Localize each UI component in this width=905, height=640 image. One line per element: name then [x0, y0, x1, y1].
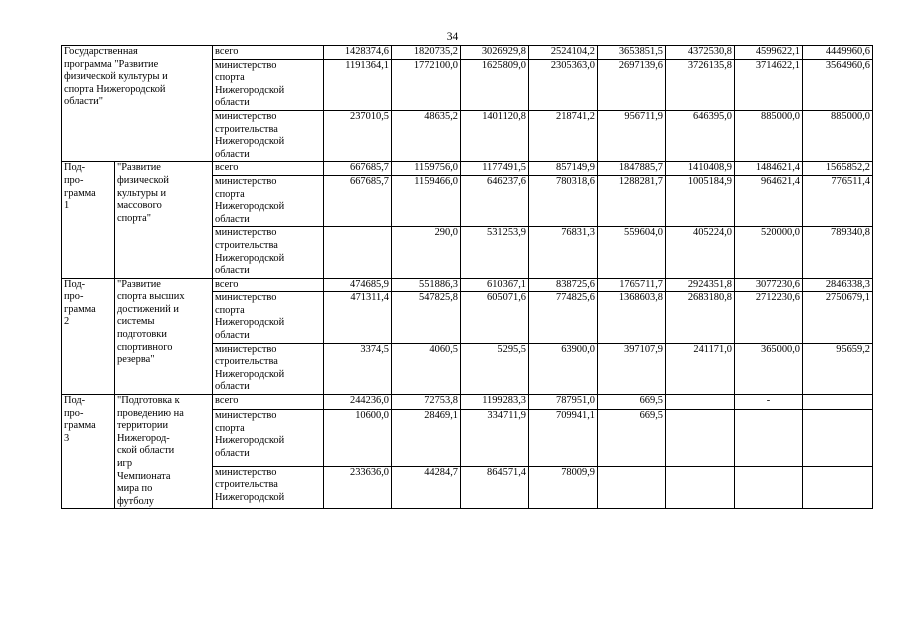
name-line: игр	[117, 458, 133, 469]
value-cell: 1772100,0	[392, 59, 461, 110]
value-cell: 1005184,9	[666, 175, 735, 226]
name-line: Чемпионата	[117, 470, 171, 482]
value-cell: 780318,6	[529, 175, 598, 226]
value-cell: 2305363,0	[529, 59, 598, 110]
value-cell: 885000,0	[803, 110, 873, 161]
value-cell: 2924351,8	[666, 278, 735, 292]
value-cell: 2683180,8	[666, 292, 735, 343]
value-cell: 44284,7	[392, 466, 461, 509]
value-cell: 709941,1	[529, 410, 598, 467]
executor-cell: всего	[213, 278, 324, 292]
subprogram-name-cell	[115, 278, 213, 394]
value-cell: 774825,6	[529, 292, 598, 343]
name-line: 2	[64, 316, 70, 328]
value-cell: 1428374,6	[324, 46, 392, 60]
executor-cell: всего	[213, 162, 324, 176]
value-cell: 474685,9	[324, 278, 392, 292]
name-line: ской области	[117, 445, 175, 457]
value-cell: 787951,0	[529, 395, 598, 410]
value-cell	[735, 410, 803, 467]
value-cell: 1565852,2	[803, 162, 873, 176]
subprogram-name-cell	[115, 162, 213, 278]
value-cell: 237010,5	[324, 110, 392, 161]
value-cell: 964621,4	[735, 175, 803, 226]
table-row	[62, 162, 873, 176]
value-cell: 789340,8	[803, 227, 873, 278]
name-line: Под-	[64, 395, 86, 407]
value-cell: 78009,9	[529, 466, 598, 509]
value-cell: 3374,5	[324, 343, 392, 394]
executor-cell: министерство строительства Нижегородской области	[213, 227, 324, 278]
name-line: физической культуры и	[64, 71, 168, 83]
name-line: программа "Развитие	[64, 58, 159, 70]
value-cell: 885000,0	[735, 110, 803, 161]
executor-cell: всего	[213, 395, 324, 410]
name-line: про-	[64, 407, 84, 419]
value-cell	[803, 395, 873, 410]
value-cell: 1368603,8	[598, 292, 666, 343]
value-cell: 667685,7	[324, 162, 392, 176]
subprogram-label-cell	[62, 278, 115, 394]
value-cell: 4449960,6	[803, 46, 873, 60]
executor-cell: министерство спорта Нижегородской области	[213, 59, 324, 110]
value-cell: 1401120,8	[461, 110, 529, 161]
name-line: про-	[64, 291, 84, 303]
value-cell: 1484621,4	[735, 162, 803, 176]
name-line: "Развитие	[117, 162, 161, 174]
value-cell: 646395,0	[666, 110, 735, 161]
value-cell	[598, 466, 666, 509]
subprogram-name-cell	[115, 395, 213, 509]
value-cell: 2712230,6	[735, 292, 803, 343]
name-line: резерва"	[117, 354, 155, 366]
value-cell: 397107,9	[598, 343, 666, 394]
value-cell: 1410408,9	[666, 162, 735, 176]
name-line: "Подготовка к	[117, 395, 180, 407]
name-line: грамма	[64, 187, 96, 199]
value-cell: 1191364,1	[324, 59, 392, 110]
value-cell: 956711,9	[598, 110, 666, 161]
value-cell	[324, 227, 392, 278]
name-line: массового	[117, 200, 162, 212]
page-number: 34	[446, 31, 459, 43]
value-cell: 3026929,8	[461, 46, 529, 60]
executor-cell: министерство строительства Нижегородской области	[213, 343, 324, 394]
value-cell: 3077230,6	[735, 278, 803, 292]
name-line: системы	[117, 316, 155, 328]
value-cell: 1625809,0	[461, 59, 529, 110]
table-row	[62, 395, 873, 410]
value-cell: 365000,0	[735, 343, 803, 394]
name-line: футболу	[117, 495, 154, 507]
value-cell: 4599622,1	[735, 46, 803, 60]
value-cell	[666, 395, 735, 410]
value-cell: 3653851,5	[598, 46, 666, 60]
value-cell: 95659,2	[803, 343, 873, 394]
value-cell: 531253,9	[461, 227, 529, 278]
value-cell: 559604,0	[598, 227, 666, 278]
executor-cell: министерство спорта Нижегородской области	[213, 410, 324, 467]
value-cell: 1288281,7	[598, 175, 666, 226]
value-cell: 471311,4	[324, 292, 392, 343]
value-cell: 76831,3	[529, 227, 598, 278]
value-cell: 1159466,0	[392, 175, 461, 226]
name-line: области"	[64, 96, 103, 108]
value-cell: 5295,5	[461, 343, 529, 394]
subprogram-label-cell	[62, 395, 115, 509]
value-cell: -	[735, 395, 803, 410]
executor-cell: министерство строительства Нижегородской области	[213, 110, 324, 161]
name-line: 1	[64, 200, 70, 212]
name-line: спорта"	[117, 212, 151, 224]
name-line: спортивного	[117, 341, 173, 353]
value-cell: 857149,9	[529, 162, 598, 176]
value-cell: 28469,1	[392, 410, 461, 467]
name-line: грамма	[64, 303, 96, 315]
value-cell	[666, 466, 735, 509]
value-cell: 520000,0	[735, 227, 803, 278]
value-cell: 2750679,1	[803, 292, 873, 343]
name-line: Государственная	[64, 46, 138, 57]
name-line: проведению на	[117, 407, 184, 419]
name-line: Под-	[64, 278, 86, 290]
value-cell: 605071,6	[461, 292, 529, 343]
name-line: спорта Нижегородской	[64, 83, 166, 95]
value-cell: 334711,9	[461, 410, 529, 467]
executor-cell: министерство строительства Нижегородской	[213, 466, 324, 509]
value-cell: 776511,4	[803, 175, 873, 226]
value-cell: 233636,0	[324, 466, 392, 509]
name-line: Нижегород-	[117, 432, 170, 444]
value-cell: 4372530,8	[666, 46, 735, 60]
value-cell: 218741,2	[529, 110, 598, 161]
value-cell: 63900,0	[529, 343, 598, 394]
value-cell: 290,0	[392, 227, 461, 278]
name-line: физической	[117, 174, 169, 186]
table-row	[62, 278, 873, 292]
executor-cell: министерство спорта Нижегородской области	[213, 292, 324, 343]
executor-cell: министерство спорта Нижегородской области	[213, 175, 324, 226]
value-cell: 3714622,1	[735, 59, 803, 110]
value-cell: 10600,0	[324, 410, 392, 467]
value-cell: 1820735,2	[392, 46, 461, 60]
budget-table-body	[62, 46, 873, 509]
value-cell: 3564960,6	[803, 59, 873, 110]
name-line: подготовки	[117, 329, 167, 341]
value-cell: 646237,6	[461, 175, 529, 226]
value-cell: 547825,8	[392, 292, 461, 343]
value-cell: 1159756,0	[392, 162, 461, 176]
value-cell: 610367,1	[461, 278, 529, 292]
value-cell: 551886,3	[392, 278, 461, 292]
subprogram-label-cell	[62, 162, 115, 278]
value-cell: 1177491,5	[461, 162, 529, 176]
executor-cell: всего	[213, 46, 324, 60]
value-cell: 72753,8	[392, 395, 461, 410]
value-cell: 1847885,7	[598, 162, 666, 176]
value-cell: 669,5	[598, 410, 666, 467]
value-cell	[666, 410, 735, 467]
name-line: культуры и	[117, 187, 167, 199]
value-cell: 244236,0	[324, 395, 392, 410]
value-cell: 667685,7	[324, 175, 392, 226]
value-cell: 405224,0	[666, 227, 735, 278]
value-cell: 241171,0	[666, 343, 735, 394]
name-line: "Развитие	[117, 278, 161, 290]
name-line: достижений и	[117, 303, 179, 315]
name-line: 3	[64, 432, 70, 444]
value-cell: 48635,2	[392, 110, 461, 161]
table-row	[62, 46, 873, 60]
value-cell: 669,5	[598, 395, 666, 410]
value-cell	[803, 466, 873, 509]
value-cell: 2524104,2	[529, 46, 598, 60]
program-name-cell	[62, 46, 213, 162]
name-line: мира по	[117, 483, 153, 495]
value-cell: 838725,6	[529, 278, 598, 292]
value-cell: 3726135,8	[666, 59, 735, 110]
name-line: спорта высших	[117, 291, 185, 303]
name-line: про-	[64, 174, 84, 186]
name-line: грамма	[64, 420, 96, 432]
name-line: Под-	[64, 162, 86, 174]
value-cell	[735, 466, 803, 509]
name-line: территории	[117, 420, 169, 432]
value-cell: 1199283,3	[461, 395, 529, 410]
value-cell: 2846338,3	[803, 278, 873, 292]
value-cell: 1765711,7	[598, 278, 666, 292]
value-cell: 4060,5	[392, 343, 461, 394]
value-cell: 2697139,6	[598, 59, 666, 110]
value-cell: 864571,4	[461, 466, 529, 509]
value-cell	[803, 410, 873, 467]
budget-table	[61, 45, 873, 509]
